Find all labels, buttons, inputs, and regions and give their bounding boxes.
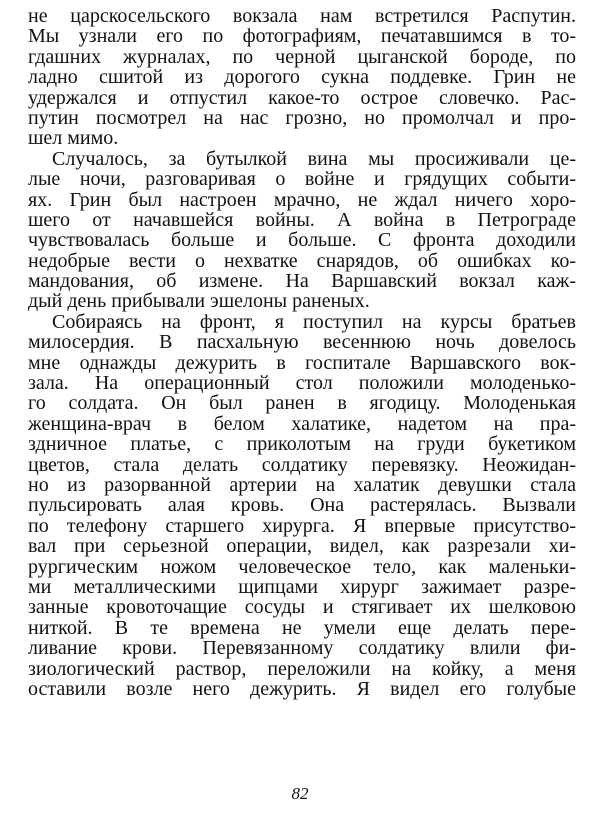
text-line: ладно сшитой из дорогого сукна поддевке. Грин не [28,66,576,89]
text-line: Мы узнали его по фотографиям, печатавшимся в то- [28,25,576,48]
body-text [28,6,576,699]
text-line: шел мимо. [28,127,119,150]
text-line: чувствовалась больше и больше. С фронта доходили [28,229,576,252]
text-line: оставили возле него дежурить. Я видел его голубые [28,677,576,700]
text-line: вал при серьезной операции, видел, как разрезали хи- [28,535,576,558]
text-line: лые ночи, разговаривая о войне и грядущих событи- [28,168,576,191]
text-line: здничное платье, с приколотым на груди букетиком [28,433,576,456]
text-line: ливание крови. Перевязанному солдатику влили фи- [28,637,576,660]
text-line: гдашних журналах, по черной цыганской бороде, по [28,45,576,68]
text-line: но из разорванной артерии на халатик девушки стала [28,473,576,496]
paragraph [28,149,576,312]
text-line: ми металлическими щипцами хирург зажимает разре- [28,575,576,598]
text-line: удержался и отпустил какое-то острое словечко. Рас- [28,86,576,109]
text-line: го солдата. Он был ранен в ягодицу. Молоденькая [28,392,576,415]
text-line: Собираясь на фронт, я поступил на курсы братьев [52,310,576,333]
text-line: ях. Грин был настроен мрачно, не ждал ничего хоро- [28,188,576,211]
text-line: путин посмотрел на нас грозно, но промолчал и про- [28,106,576,129]
paragraph [28,6,576,149]
page-number: 82 [291,784,309,803]
text-line: зиологический раствор, переложили на койку, а меня [28,657,576,680]
text-line: не царскосельского вокзала нам встретился Распутин. [28,5,576,27]
text-line: ниткой. В те времена не умели еще делать пере- [28,616,576,639]
text-line: женщина-врач в белом халатике, надетом на пра- [28,412,576,435]
text-line: мне однажды дежурить в госпитале Варшавского вок- [28,351,576,374]
text-line: по телефону старшего хирурга. Я впервые присутство- [28,514,576,537]
text-line: дый день прибывали эшелоны раненых. [28,290,370,313]
text-line: рургическим ножом человеческое тело, как маленьки- [28,555,576,578]
text-line: милосердия. В пасхальную весеннюю ночь довелось [28,331,576,354]
paragraph [28,312,576,699]
text-line: Случалось, за бутылкой вина мы просиживали це- [52,147,576,170]
text-line: мандования, об измене. На Варшавский вокзал каж- [28,270,576,293]
text-line: занные кровоточащие сосуды и стягивает их шелковою [28,596,576,619]
text-line: шего от начавшейся войны. А война в Петрограде [28,208,576,231]
text-line: пульсировать алая кровь. Она растерялась. Вызвали [28,494,576,517]
text-line: зала. На операционный стол положили молоденько- [28,372,576,395]
text-line: цветов, стала делать солдатику перевязку. Неожидан- [28,453,576,476]
text-line: недобрые вести о нехватке снарядов, об ошибках ко- [28,249,576,272]
